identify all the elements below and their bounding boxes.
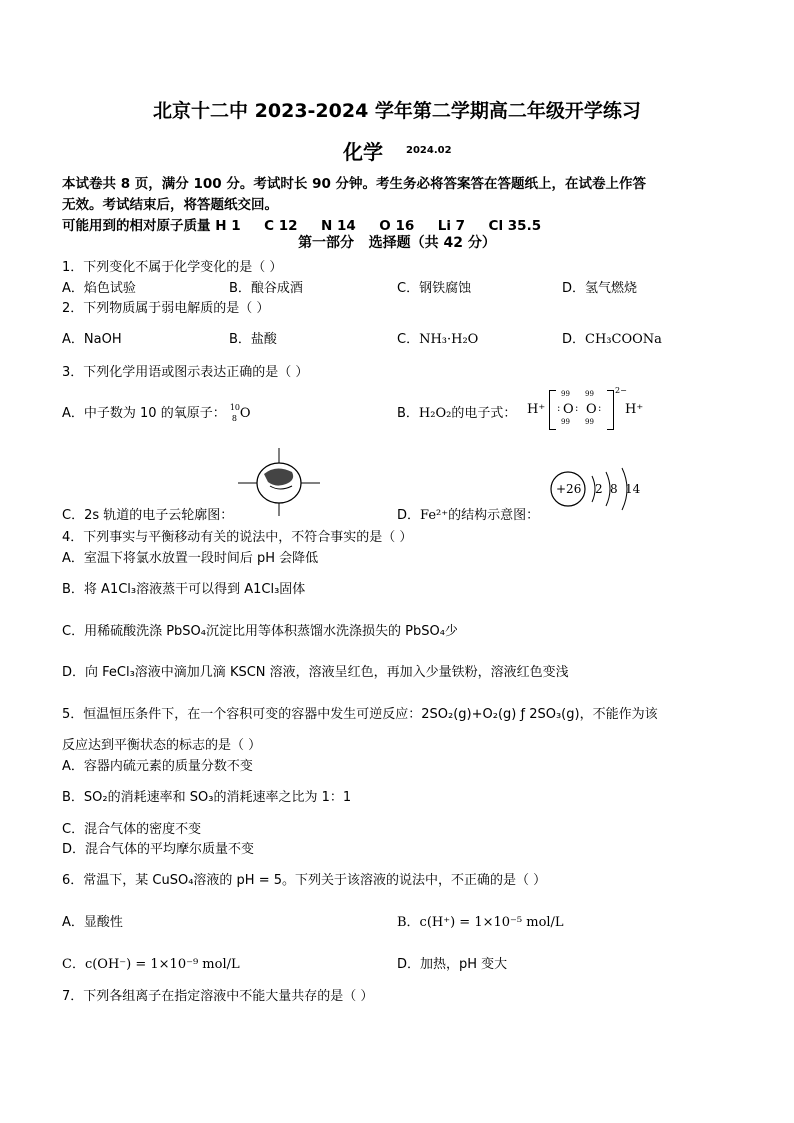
question-5-option-c: C．混合气体的密度不变	[62, 822, 202, 837]
question-1-option-b: B．酿谷成酒	[229, 281, 303, 296]
instructions-line-2: 无效。考试结束后，将答题纸交回。	[62, 197, 278, 213]
oxygen-isotope-symbol: 10 8 O	[229, 402, 251, 423]
question-3-option-c: C．2s 轨道的电子云轮廓图：	[62, 508, 234, 523]
question-4-stem: 4．下列事实与平衡移动有关的说法中，不符合事实的是（ ）	[62, 530, 413, 545]
2s-orbital-cloud-figure	[236, 446, 322, 518]
question-3-option-b: B．H₂O₂的电子式：	[397, 406, 517, 421]
question-5-stem-line-2: 反应达到平衡状态的标志的是（ ）	[62, 738, 262, 753]
exam-date: 2024.02	[406, 145, 452, 156]
question-4-option-a: A．室温下将氯水放置一段时间后 pH 会降低	[62, 551, 319, 566]
question-6-stem: 6．常温下，某 CuSO₄溶液的 pH = 5。下列关于该溶液的说法中，不正确的是（ ）	[62, 873, 547, 888]
question-3-stem: 3．下列化学用语或图示表达正确的是（ ）	[62, 365, 309, 380]
question-2-option-b: B．盐酸	[229, 332, 277, 347]
question-5-option-a: A．容器内硫元素的质量分数不变	[62, 759, 253, 774]
question-2-option-c: C．NH₃·H₂O	[397, 332, 479, 347]
question-5-option-d: D．混合气体的平均摩尔质量不变	[62, 842, 255, 857]
fe2-nucleus-charge: +26	[556, 482, 582, 496]
question-1-option-c: C．钢铁腐蚀	[397, 281, 472, 296]
question-5-option-b: B．SO₂的消耗速率和 SO₃的消耗速率之比为 1：1	[62, 790, 352, 805]
question-2-option-a: A．NaOH	[62, 332, 122, 347]
fe2-atomic-structure-diagram	[548, 466, 648, 512]
fe2-shell-2: 8	[610, 482, 618, 496]
question-3-option-d: D．Fe²⁺的结构示意图：	[397, 508, 540, 523]
question-5-stem-line-1: 5．恒温恒压条件下，在一个容积可变的容器中发生可逆反应：2SO₂(g)+O₂(g) ƒ 2SO₃(g)，不能作为该	[62, 707, 658, 722]
subject-label: 化学	[343, 140, 383, 164]
question-6-option-b: B．c(H⁺) = 1×10⁻⁵ mol/L	[397, 915, 564, 930]
question-1-stem: 1．下列变化不属于化学变化的是（ ）	[62, 260, 283, 275]
question-6-option-c: C．c(OH⁻) = 1×10⁻⁹ mol/L	[62, 957, 240, 972]
fe2-shell-3: 14	[625, 482, 641, 496]
fe2-shell-1: 2	[595, 482, 603, 496]
question-7-stem: 7．下列各组离子在指定溶液中不能大量共存的是（ ）	[62, 989, 374, 1004]
question-2-stem: 2．下列物质属于弱电解质的是（ ）	[62, 301, 270, 316]
question-6-option-d: D．加热，pH 变大	[397, 957, 508, 972]
question-3-option-a: A．中子数为 10 的氧原子： 10 8 O	[62, 402, 251, 423]
question-2-option-d: D．CH₃COONa	[562, 332, 662, 347]
h2o2-electron-formula: H⁺ 99 99 : O : O : 99 99 2− H⁺	[527, 388, 657, 432]
atomic-mass-line: 可能用到的相对原子质量 H 1 C 12 N 14 O 16 Li 7 Cl 35.5	[62, 218, 542, 234]
question-4-option-c: C．用稀硫酸洗涤 PbSO₄沉淀比用等体积蒸馏水洗涤损失的 PbSO₄少	[62, 624, 458, 639]
question-6-option-a: A．显酸性	[62, 915, 123, 930]
question-4-option-b: B．将 A1Cl₃溶液蒸干可以得到 A1Cl₃固体	[62, 582, 306, 597]
question-1-option-a: A．焰色试验	[62, 281, 136, 296]
question-4-option-d: D．向 FeCl₃溶液中滴加几滴 KSCN 溶液，溶液呈红色，再加入少量铁粉，溶液红色变浅	[62, 665, 569, 680]
question-1-option-d: D．氢气燃烧	[562, 281, 638, 296]
left-bracket	[549, 390, 556, 430]
exam-title: 北京十二中 2023-2024 学年第二学期高二年级开学练习	[153, 100, 641, 122]
section-1-title: 第一部分 选择题（共 42 分）	[298, 235, 496, 251]
instructions-line-1: 本试卷共 8 页，满分 100 分。考试时长 90 分钟。考生务必将答案答在答题纸上，在试卷上作答	[62, 176, 647, 192]
right-bracket	[607, 390, 614, 430]
